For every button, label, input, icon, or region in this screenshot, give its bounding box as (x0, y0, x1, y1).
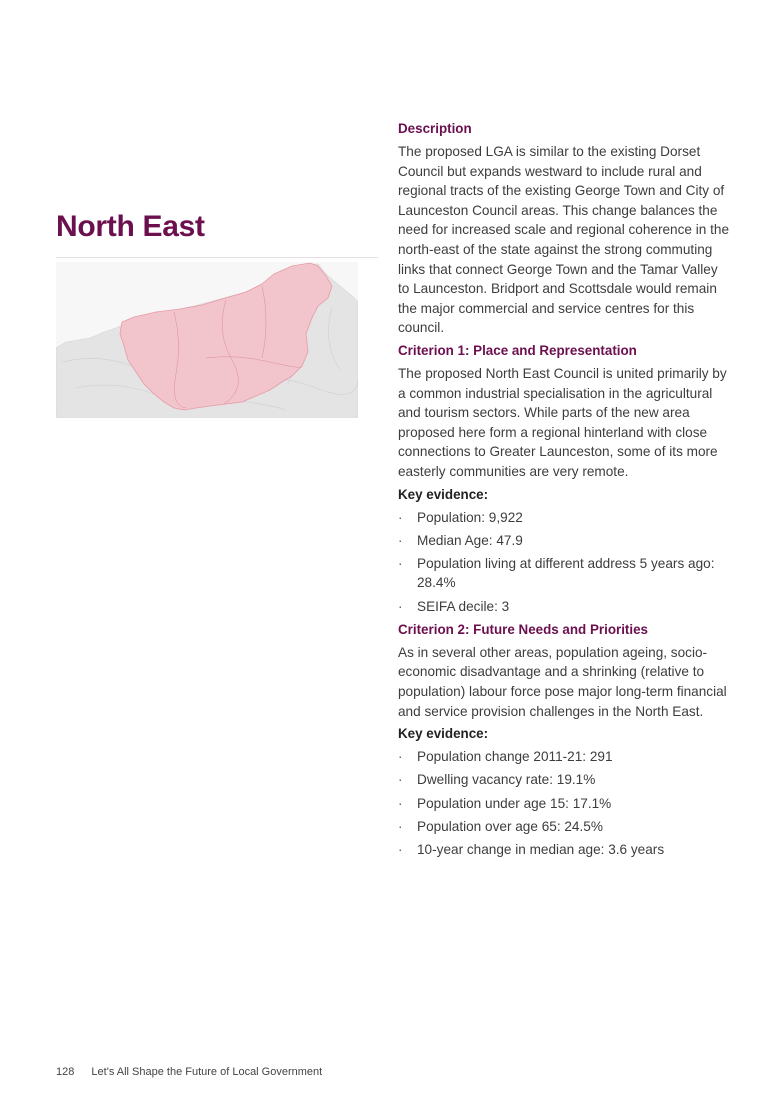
description-text: The proposed LGA is similar to the existing Dorset Council but expands westward to include rural and regional tracts of the existing George Town and City of Launceston Council areas. This change balances the need for increased scale and regional coherence in the north-east of the state against the strong commuting links that connect George Town and the Tamar Valley to Launceston. Bridport and Scottsdale would remain the major commercial and service centres for this council. (398, 144, 730, 336)
evidence-item: · 10-year change in median age: 3.6 years (398, 840, 730, 860)
page-title: North East (56, 210, 205, 243)
criterion-1-heading: Criterion 1: Place and Representation (398, 342, 637, 358)
criterion-1-text: The proposed North East Council is united primarily by a common industrial specialisation in the agricultural and tourism sectors. While parts of the new area proposed here form a regional hinterland with close connections to Greater Launceston, some of its more easterly communities are very remote. (398, 365, 727, 479)
evidence-item: · Population over age 65: 24.5% (398, 817, 730, 837)
criterion-2-key-evidence-label: Key evidence: (398, 726, 489, 742)
evidence-item: · Population under age 15: 17.1% (398, 794, 730, 814)
content-column (398, 119, 730, 863)
criterion-1-key-evidence-label: Key evidence: (398, 486, 489, 502)
description-heading: Description (398, 121, 472, 136)
evidence-item: · Dwelling vacancy rate: 19.1% (398, 770, 730, 790)
page-number: 128 (56, 1066, 75, 1078)
evidence-item: · Population: 9,922 (398, 508, 730, 528)
evidence-item: · Population change 2011-21: 291 (398, 747, 730, 767)
page-footer (56, 1066, 322, 1078)
criterion-2-heading: Criterion 2: Future Needs and Priorities (398, 621, 649, 637)
criterion-2-evidence-list (398, 747, 730, 859)
publication-title: Let's All Shape the Future of Local Government (91, 1066, 323, 1078)
map-attribution: · (58, 413, 59, 417)
evidence-item: · Population living at different address 5 years ago: 28.4% (398, 554, 730, 593)
evidence-item: · SEIFA decile: 3 (398, 597, 730, 617)
criterion-2-text: As in several other areas, population ageing, socio-economic disadvantage and a shrinking (relative to population) labour force pose major long-term financial and service provision challenges in the North East. (398, 644, 727, 719)
title-divider (56, 257, 378, 258)
evidence-item: · Median Age: 47.9 (398, 531, 730, 551)
region-map (56, 262, 358, 418)
criterion-1-evidence-list (398, 508, 730, 617)
